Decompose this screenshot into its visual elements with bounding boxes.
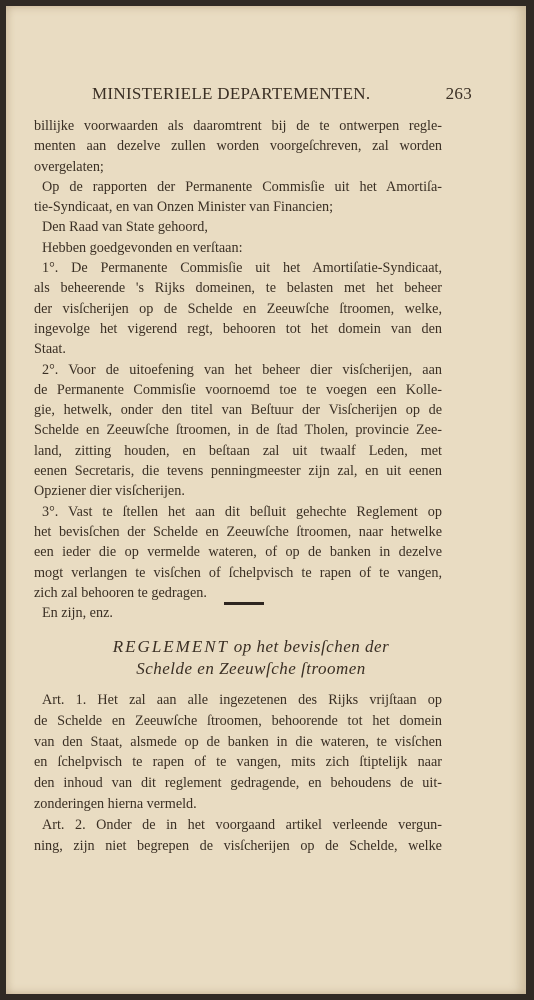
heading-smallcaps: REGLEMENT — [112, 637, 230, 656]
text-line: eenen Secretaris, die tevens penningmeester zijn zal, en uit eenen — [34, 463, 442, 480]
text-line: billijke voorwaarden als daaromtrent bij de te ontwerpen regle- — [34, 118, 442, 134]
text-line: ingevolge het vigerend regt, behooren tot het domein van den — [34, 320, 442, 337]
text-line: Den Raad van State gehoord, — [42, 219, 208, 236]
text-line: menten aan dezelve zullen worden voorgeſchreven, zal worden — [34, 138, 442, 155]
heading-line-2: Schelde en Zeeuwſche ſtroomen — [136, 659, 366, 678]
section-heading — [86, 636, 416, 680]
text-line: tie-Syndicaat, en van Onzen Minister van Financien; — [34, 199, 334, 216]
running-head-title: MINISTERIELE DEPARTEMENTEN. — [92, 84, 371, 103]
section-divider — [224, 602, 264, 605]
text-line: het bevisſchen der Schelde en Zeeuwſche ſtroomen, naar hetwelke — [34, 523, 442, 540]
heading-line-1 — [86, 636, 416, 658]
article-line: Art. 2. Onder de in het voorgaand artikel verleende vergun- — [42, 816, 442, 833]
article-line: van den Staat, alsmede op de banken in die wateren, te visſchen — [34, 733, 442, 750]
text-line: als beheerende 's Rijks domeinen, te belasten met het beheer — [34, 280, 442, 297]
text-line: overgelaten; — [34, 158, 104, 175]
text-line: Opziener dier visſcherijen. — [34, 483, 185, 500]
article-text — [34, 690, 442, 856]
text-line: 3°. Vast te ſtellen het aan dit beſluit gehechte Reglement op — [42, 503, 442, 520]
article-line: den inhoud van dit reglement gedragende, en behoudens de uit- — [34, 775, 442, 792]
text-line: Schelde en Zeeuwſche ſtroomen, in de ſtad Tholen, provincie Zee- — [34, 422, 442, 439]
text-line: 1°. De Permanente Commisſie uit het Amortiſatie-Syndicaat, — [42, 260, 442, 277]
text-line: de Permanente Commisſie voornoemd toe te voegen een Kolle- — [34, 381, 442, 398]
article-line: zonderingen hierna vermeld. — [34, 795, 197, 812]
article-line: de Schelde en Zeeuwſche ſtroomen, behoorende tot het domein — [34, 712, 442, 729]
page-number: 263 — [445, 84, 472, 103]
text-line: een ieder die op vermelde wateren, of op de banken in dezelve — [34, 544, 442, 561]
text-line: Op de rapporten der Permanente Commisſie uit het Amortiſa- — [42, 178, 442, 195]
text-line: land, zitting houden, en beſtaan zal uit twaalf Leden, met — [34, 442, 442, 459]
running-head — [92, 84, 472, 106]
text-line: mogt verlangen te visſchen of ſchelpvisch te rapen of te vangen, — [34, 564, 442, 581]
text-line: 2°. Voor de uitoefening van het beheer dier visſcherijen, aan — [42, 361, 442, 378]
article-line: en ſchelpvisch te rapen of te vangen, mits zich ſtiptelijk naar — [34, 754, 442, 771]
article-line: Art. 1. Het zal aan alle ingezetenen des Rijks vrijſtaan op — [42, 692, 442, 708]
book-page — [6, 6, 526, 994]
text-line: Hebben goedgevonden en verſtaan: — [42, 239, 243, 256]
text-line: der visſcherijen op de Schelde en Zeeuwſche ſtroomen, welke, — [34, 300, 442, 317]
article-line: ning, zijn niet begrepen de visſcherijen op de Schelde, welke — [34, 837, 442, 854]
text-line: zich zal behooren te gedragen. — [34, 584, 207, 601]
heading-rest: op het bevisſchen der — [233, 637, 390, 656]
text-line: Staat. — [34, 341, 66, 358]
body-text — [34, 116, 442, 623]
text-line: En zijn, enz. — [42, 605, 113, 622]
text-line: gie, hetwelk, onder den titel van Beſtuur der Visſcherijen op de — [34, 402, 442, 419]
